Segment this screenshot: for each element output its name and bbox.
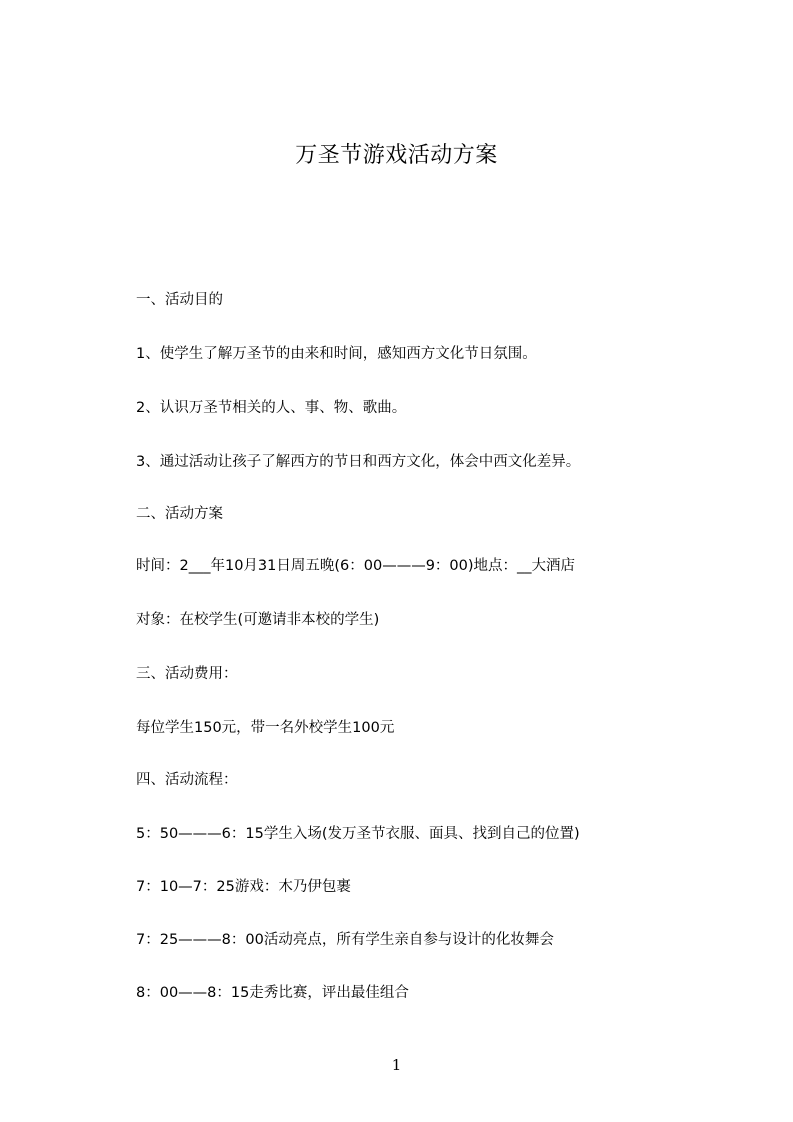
process-item-2: 7：10—7：25游戏：木乃伊包裹 [136, 879, 351, 895]
section-heading-plan: 二、活动方案 [136, 506, 223, 522]
process-item-3: 7：25———8：00活动亮点，所有学生亲自参与设计的化妆舞会 [136, 932, 554, 948]
section-heading-cost: 三、活动费用： [136, 666, 238, 682]
cost-detail: 每位学生150元，带一名外校学生100元 [136, 720, 395, 736]
process-item-4: 8：00——8：15走秀比赛，评出最佳组合 [136, 985, 409, 1001]
plan-audience: 对象：在校学生(可邀请非本校的学生) [136, 612, 380, 628]
process-item-1: 5：50———6：15学生入场(发万圣节衣服、面具、找到自己的位置) [136, 826, 580, 842]
purpose-item-2: 2、认识万圣节相关的人、事、物、歌曲。 [136, 400, 407, 416]
purpose-item-1: 1、使学生了解万圣节的由来和时间，感知西方文化节日氛围。 [136, 346, 537, 362]
section-heading-purpose: 一、活动目的 [136, 292, 223, 308]
plan-time-location: 时间：2___年10月31日周五晚(6：00———9：00)地点：__大酒店 [136, 558, 576, 574]
page-number: 1 [391, 1056, 402, 1074]
section-heading-process: 四、活动流程： [136, 772, 238, 788]
purpose-item-3: 3、通过活动让孩子了解西方的节日和西方文化，体会中西文化差异。 [136, 454, 581, 470]
document-title: 万圣节游戏活动方案 [295, 143, 498, 168]
